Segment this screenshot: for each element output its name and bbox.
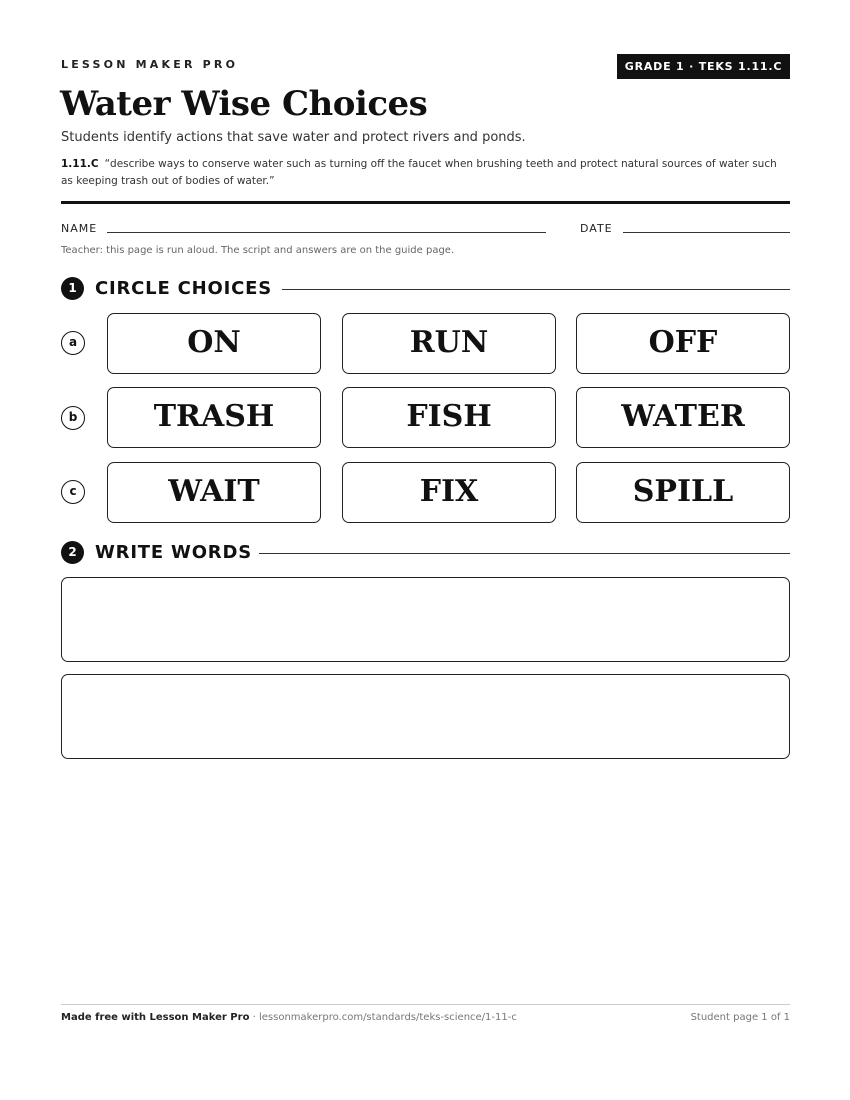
row-letter-c: c [61,480,85,504]
section-rule [282,289,790,290]
choice-box[interactable]: RUN [342,313,556,374]
standard-statement [61,156,790,190]
footer-url[interactable]: · lessonmakerpro.com/standards/teks-science/1-11-c [249,1012,517,1023]
standard-code: 1.11.C [61,158,99,170]
page-subtitle: Students identify actions that save water and protect rivers and ponds. [61,130,526,145]
teacher-note: Teacher: this page is run aloud. The script and answers are on the guide page. [61,245,455,256]
section-write-words [61,541,790,565]
section-title: WRITE WORDS [95,542,252,563]
standard-text: “describe ways to conserve water such as turning off the faucet when brushing teeth and protect natural sources of water such as keeping trash out of bodies of water.” [61,158,777,187]
section-number: 2 [61,541,84,564]
grade-badge: GRADE 1 · TEKS 1.11.C [617,54,790,79]
name-label: NAME [61,222,98,235]
date-field[interactable] [623,232,790,233]
choice-box[interactable]: TRASH [107,387,321,448]
choice-box[interactable]: FISH [342,387,556,448]
choice-box[interactable]: ON [107,313,321,374]
section-title: CIRCLE CHOICES [95,278,272,299]
section-rule [259,553,790,554]
write-box[interactable] [61,674,790,759]
section-circle-choices [61,277,790,301]
footer-page-number: Student page 1 of 1 [690,1012,790,1023]
footer-made-with: Made free with Lesson Maker Pro [61,1012,250,1023]
brand-name: LESSON MAKER PRO [61,58,239,71]
row-letter-a: a [61,331,85,355]
header-divider [61,201,790,204]
section-number: 1 [61,277,84,300]
page-title: Water Wise Choices [60,84,428,124]
row-letter-b: b [61,406,85,430]
date-label: DATE [580,222,613,235]
footer-divider [61,1004,790,1005]
choice-box[interactable]: WAIT [107,462,321,523]
choice-box[interactable]: WATER [576,387,790,448]
choice-box[interactable]: OFF [576,313,790,374]
name-field[interactable] [107,232,546,233]
write-box[interactable] [61,577,790,662]
choice-box[interactable]: FIX [342,462,556,523]
footer-credit [61,1012,517,1023]
choice-box[interactable]: SPILL [576,462,790,523]
